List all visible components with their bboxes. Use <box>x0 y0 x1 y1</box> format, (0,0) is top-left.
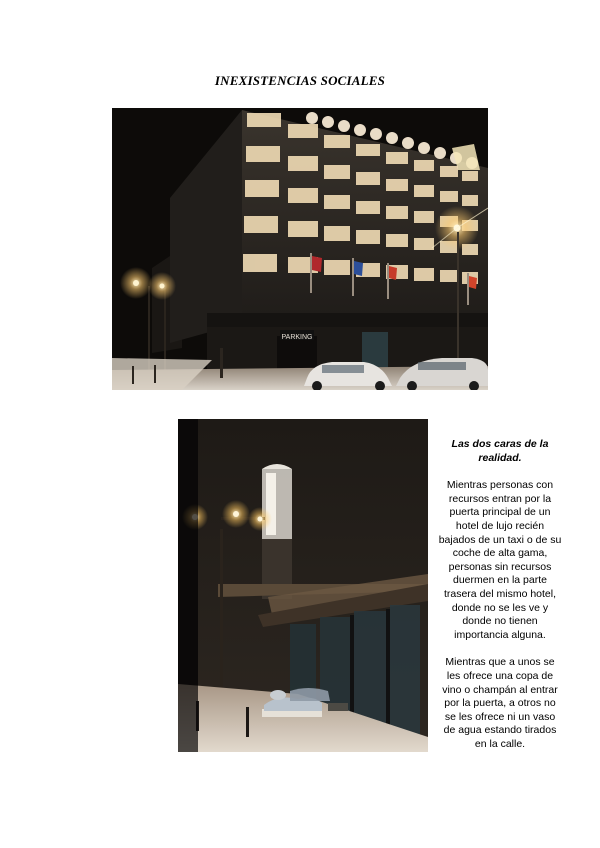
hotel-front-photo <box>112 108 488 390</box>
photo-caption <box>438 438 562 765</box>
caption-paragraph-1: Mientras personas con recursos entran por la puerta principal de un hotel de lujo recién bajados de un taxi o de su coche de alta gama, personas sin recursos duermen en la parte trasera del mismo hotel, donde no se les ve y donde no tienen importancia alguna. <box>438 479 562 641</box>
document-title: INEXISTENCIAS SOCIALES <box>214 73 386 88</box>
hotel-rear-photo <box>178 419 428 752</box>
caption-paragraph-2: Mientras que a unos se les ofrece una copa de vino o champán al entrar por la puerta, a otros no se les ofrece ni un vaso de agua estando tirados en la calle. <box>442 656 558 750</box>
caption-heading: Las dos caras de la realidad. <box>451 438 549 464</box>
parking-sign: PARKING <box>281 334 313 341</box>
